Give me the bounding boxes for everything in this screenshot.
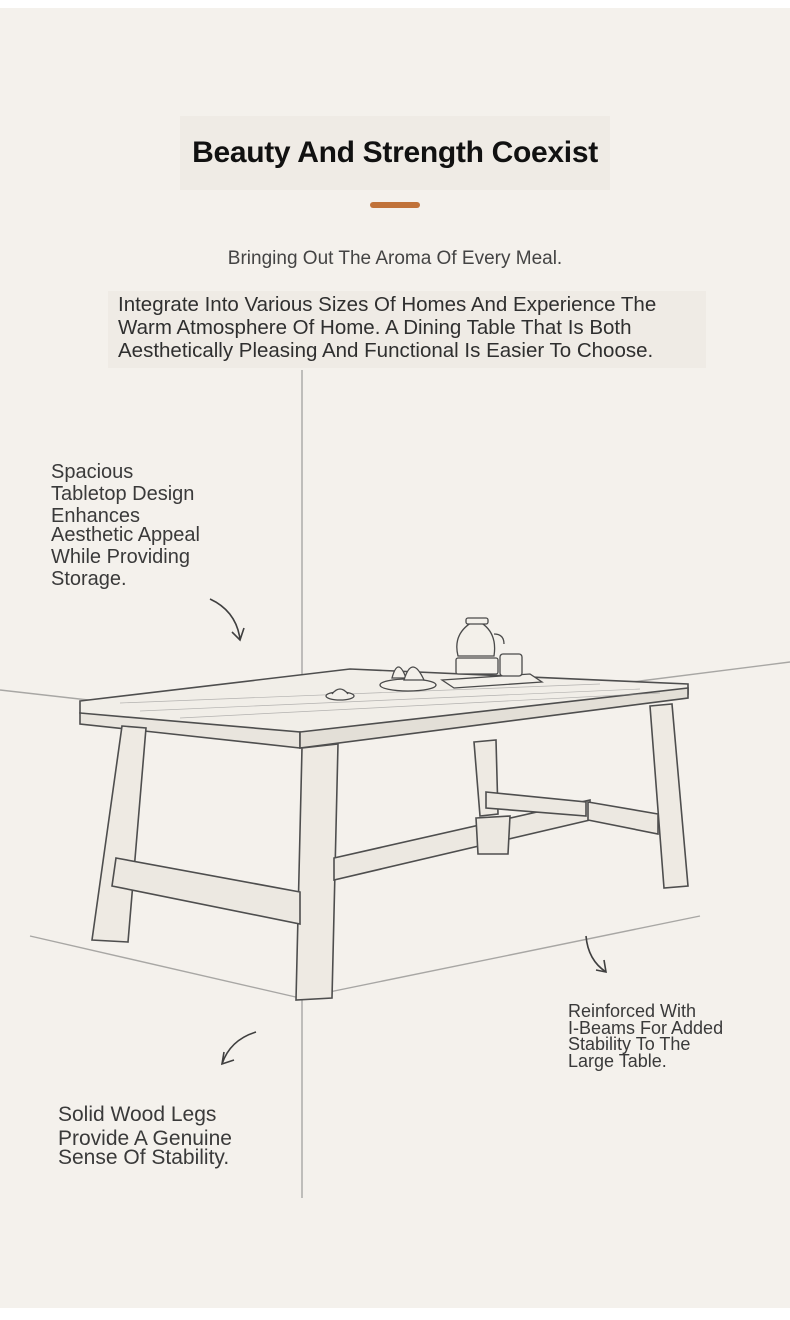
beams-arrow-icon bbox=[586, 936, 606, 972]
title-accent-divider bbox=[370, 202, 420, 208]
legs-arrow-icon bbox=[222, 1032, 256, 1064]
callout-line: While Providing bbox=[51, 546, 190, 568]
callout-tabletop bbox=[51, 461, 200, 590]
callout-line: Large Table. bbox=[568, 1050, 667, 1071]
callout-line: Storage. bbox=[51, 568, 127, 590]
callout-arrows bbox=[210, 599, 606, 1064]
page-title: Beauty And Strength Coexist bbox=[192, 136, 598, 169]
callout-line: Sense Of Stability. bbox=[58, 1146, 230, 1169]
callout-line: I-Beams For Added bbox=[568, 1017, 724, 1038]
intro-line: Integrate Into Various Sizes Of Homes And Experience The bbox=[118, 293, 657, 316]
callout-line: Stability To The bbox=[568, 1034, 691, 1054]
product-detail-panel bbox=[0, 8, 790, 1308]
callout-line: Tabletop Design bbox=[51, 483, 195, 505]
i-beam-stretchers bbox=[112, 792, 658, 924]
table-top bbox=[80, 669, 688, 748]
intro-line: Warm Atmosphere Of Home. A Dining Table That Is Both bbox=[118, 316, 632, 339]
callout-line: Spacious bbox=[51, 461, 134, 483]
subtitle: Bringing Out The Aroma Of Every Meal. bbox=[227, 248, 563, 269]
callout-line: Provide A Genuine bbox=[58, 1127, 232, 1150]
callout-line: Aesthetic Appeal bbox=[51, 524, 200, 546]
callout-line: Solid Wood Legs bbox=[58, 1103, 217, 1126]
intro-paragraph bbox=[108, 291, 706, 368]
intro-line: Aesthetically Pleasing And Functional Is Easier To Choose. bbox=[118, 339, 654, 362]
heading-banner bbox=[180, 116, 610, 190]
callout-line: Enhances bbox=[51, 505, 140, 527]
callout-beams bbox=[568, 1003, 723, 1069]
callout-legs bbox=[58, 1104, 232, 1169]
callout-line: Reinforced With bbox=[568, 1001, 697, 1021]
tabletop-arrow-icon bbox=[210, 599, 240, 639]
